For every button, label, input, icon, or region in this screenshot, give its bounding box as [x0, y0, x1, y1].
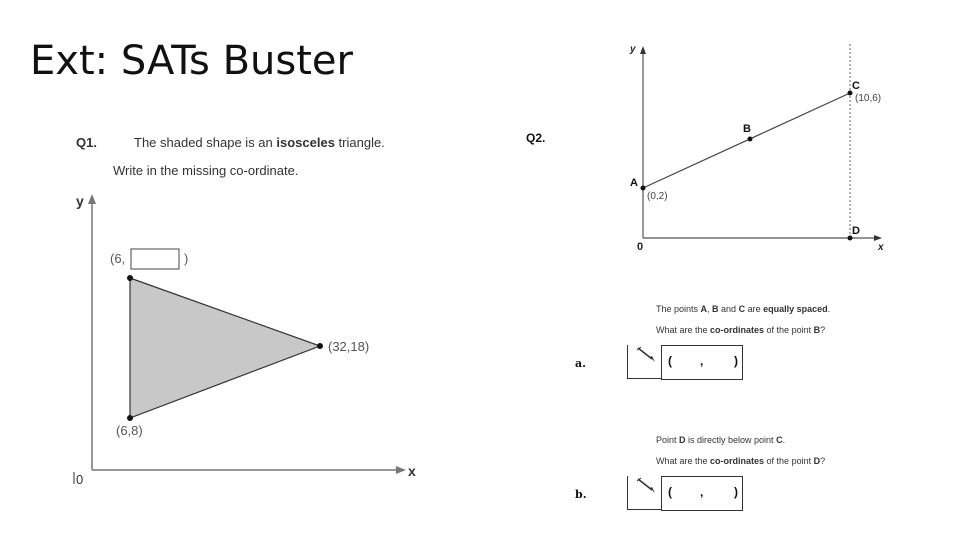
q2-question-a: [656, 325, 825, 335]
q2-answer-box-a[interactable]: [661, 345, 743, 380]
q2-text2-d: D: [679, 435, 686, 445]
q1-top-point-label-post: ): [184, 251, 189, 266]
q1-bottom-point-label: (6,8): [116, 423, 143, 438]
q2-text1-bold: equally spaced: [763, 304, 828, 314]
q2-text1-end: .: [827, 304, 831, 314]
q2-line-ac: [643, 93, 850, 188]
q1-origin-label: 0: [76, 472, 84, 487]
q2-text2: [656, 435, 785, 445]
q2-point-a-label: A: [630, 177, 638, 189]
q2-point-b-label: B: [743, 123, 751, 135]
q2-text2-end: .: [782, 435, 786, 445]
q2-question-b-bold: co-ordinates: [710, 456, 765, 466]
q2-text1-mid2: and: [718, 304, 739, 314]
q2-point-b: [748, 137, 753, 142]
q2-point-c-label: C: [852, 80, 860, 92]
q1-top-point-label-pre: (6,: [110, 251, 126, 266]
q2-answer-b-close: ): [734, 485, 738, 499]
q2-text1-c: C: [738, 304, 746, 314]
q2-answer-b-open: (: [668, 485, 672, 499]
q2-y-axis-label: y: [630, 44, 636, 55]
q2-label: Q2.: [526, 131, 546, 145]
q2-question-b-end: ?: [820, 456, 826, 466]
q1-statement-pre: The shaded shape is an: [134, 135, 277, 150]
q2-question-a-point: B: [813, 325, 821, 335]
q1-y-axis-label: y: [76, 193, 84, 209]
slide-title: Ext: SATs Buster: [30, 38, 353, 84]
q2-question-a-pre: What are the: [656, 325, 711, 335]
q2-question-b-mid: of the point: [764, 456, 814, 466]
q2-text2-pre: Point: [656, 435, 680, 445]
q2-point-d-label: D: [852, 225, 860, 237]
q2-answer-a-open: (: [668, 354, 672, 368]
q2-point-a: [641, 186, 646, 191]
q2-point-c-coords: (10,6): [855, 93, 882, 104]
q1-right-point-label: (32,18): [328, 339, 370, 354]
q1-label: Q1.: [76, 135, 97, 150]
q2-part-b-label: b.: [575, 488, 587, 501]
q2-text1-a: A: [700, 304, 708, 314]
q2-question-b: [656, 456, 825, 466]
q2-text1-b: B: [712, 304, 719, 314]
pencil-icon: [628, 345, 661, 378]
q2-answer-box-b[interactable]: [661, 476, 743, 511]
q2-text1-mid3: are: [745, 304, 764, 314]
q2-part-b-pencil-box: [627, 476, 661, 510]
pencil-icon: [628, 476, 661, 509]
q2-text2-c: C: [776, 435, 783, 445]
q2-part-a-label: a.: [575, 357, 586, 370]
q2-point-a-coords: (0,2): [647, 191, 668, 202]
q2-part-a-pencil-box: [627, 345, 661, 379]
q2-text2-mid: is directly below point: [685, 435, 777, 445]
q1-instruction: Write in the missing co-ordinate.: [113, 163, 299, 178]
q2-x-axis-label: x: [878, 242, 884, 253]
q2-answer-a-comma: ,: [700, 354, 704, 368]
q2-x-arrow: [874, 235, 882, 241]
q2-text1-pre: The points: [656, 304, 701, 314]
q1-statement-bold: isosceles: [276, 135, 335, 150]
q2-text1: [656, 304, 830, 314]
q2-question-b-point: D: [813, 456, 821, 466]
q2-question-a-bold: co-ordinates: [710, 325, 765, 335]
q2-origin-label: 0: [637, 241, 644, 253]
q2-y-arrow: [640, 46, 646, 54]
q2-question-a-end: ?: [820, 325, 826, 335]
q1-x-axis-label: x: [408, 463, 416, 479]
q2-answer-a-close: ): [734, 354, 738, 368]
q2-question-a-mid: of the point: [764, 325, 814, 335]
q2-answer-b-comma: ,: [700, 485, 704, 499]
q2-question-b-pre: What are the: [656, 456, 711, 466]
q2-text1-mid1: ,: [707, 304, 713, 314]
q1-statement-post: triangle.: [334, 135, 385, 150]
